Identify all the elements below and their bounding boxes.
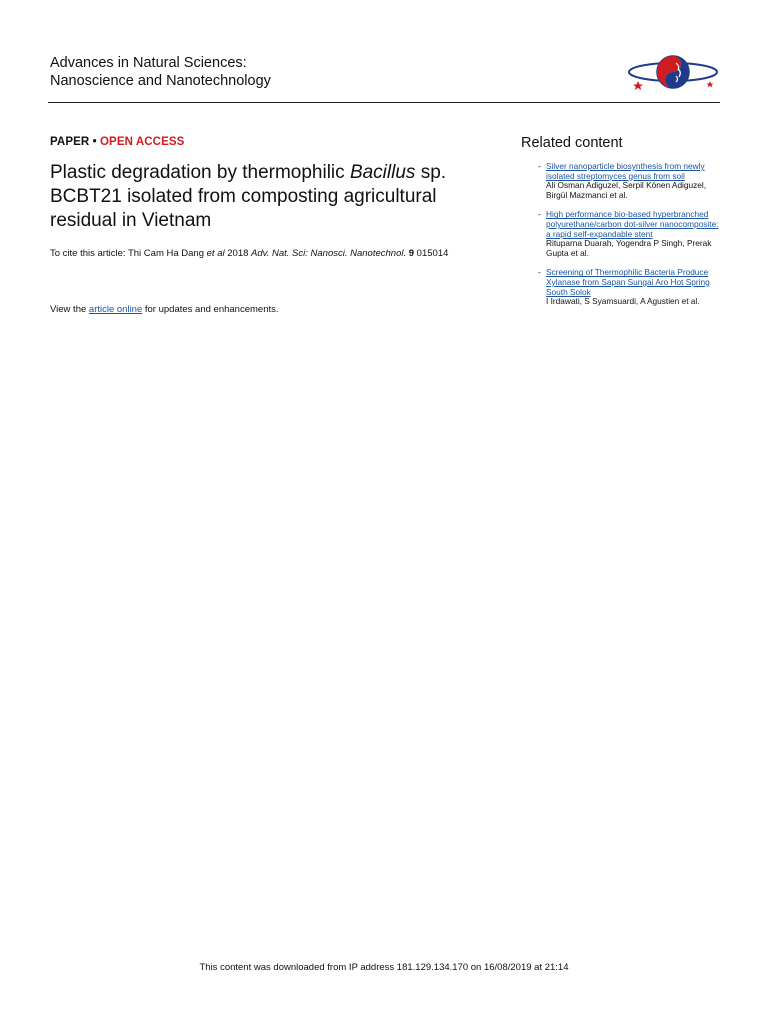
bullet-dash: - — [538, 161, 541, 171]
cite-article-number: 015014 — [414, 248, 449, 259]
cite-year: 2018 — [224, 248, 252, 259]
view-online — [50, 304, 279, 315]
cite-journal: Adv. Nat. Sci: Nanosci. Nanotechnol. — [251, 248, 407, 259]
journal-name-line2: Nanoscience and Nanotechnology — [50, 73, 271, 89]
title-italic: Bacillus — [349, 162, 416, 183]
title-part2: sp. BCBT21 isolated from composting agricultural residual in Vietnam — [50, 162, 447, 231]
related-item-authors: I Irdawati, S Syamsuardi, A Agustien et al. — [546, 296, 700, 307]
title-part1: Plastic degradation by thermophilic — [50, 162, 350, 183]
article-online-link[interactable]: article online — [88, 304, 143, 315]
related-item-link[interactable]: Screening of Thermophilic Bacteria Produce Xylanase from Sapan Sungai Aro Hot Spring South Solok — [546, 267, 710, 297]
bullet-dash: - — [538, 209, 541, 220]
related-content-heading: Related content — [521, 135, 623, 151]
download-footer: This content was downloaded from IP address 181.129.134.170 on 16/08/2019 at 21:14 — [199, 962, 569, 973]
journal-name — [50, 54, 271, 90]
journal-logo-icon — [626, 49, 720, 95]
cite-etal: et al — [206, 248, 225, 259]
cite-volume: 9 — [408, 248, 415, 259]
tag-separator: • — [89, 136, 100, 148]
related-item — [538, 268, 723, 306]
related-item-link[interactable]: Silver nanoparticle biosynthesis from newly isolated streptomyces genus from soil — [546, 161, 705, 181]
article-title — [50, 161, 500, 233]
open-access-badge: OPEN ACCESS — [100, 136, 185, 148]
header-divider — [48, 102, 720, 103]
related-item-authors: Rituparna Duarah, Yogendra P Singh, Prerak Gupta et al. — [546, 238, 712, 258]
paper-label: PAPER — [50, 136, 90, 148]
related-content-list — [538, 162, 723, 317]
view-after: for updates and enhancements. — [142, 304, 279, 315]
citation — [50, 248, 448, 259]
related-item — [538, 162, 723, 200]
related-item — [538, 210, 723, 258]
related-item-authors: Ali Osman Adiguzel, Serpil Könen Adiguzel, Birgül Mazmanci et al. — [546, 180, 707, 200]
view-before: View the — [50, 304, 89, 315]
bullet-dash: - — [538, 267, 541, 278]
related-item-link[interactable]: High performance bio-based hyperbranched polyurethane/carbon dot-silver nanocomposite: a rapid self-expandable stent — [546, 209, 719, 239]
journal-name-line1: Advances in Natural Sciences: — [50, 55, 247, 71]
article-type-tag — [50, 136, 184, 148]
cite-prefix: To cite this article: Thi Cam Ha Dang — [50, 248, 207, 259]
